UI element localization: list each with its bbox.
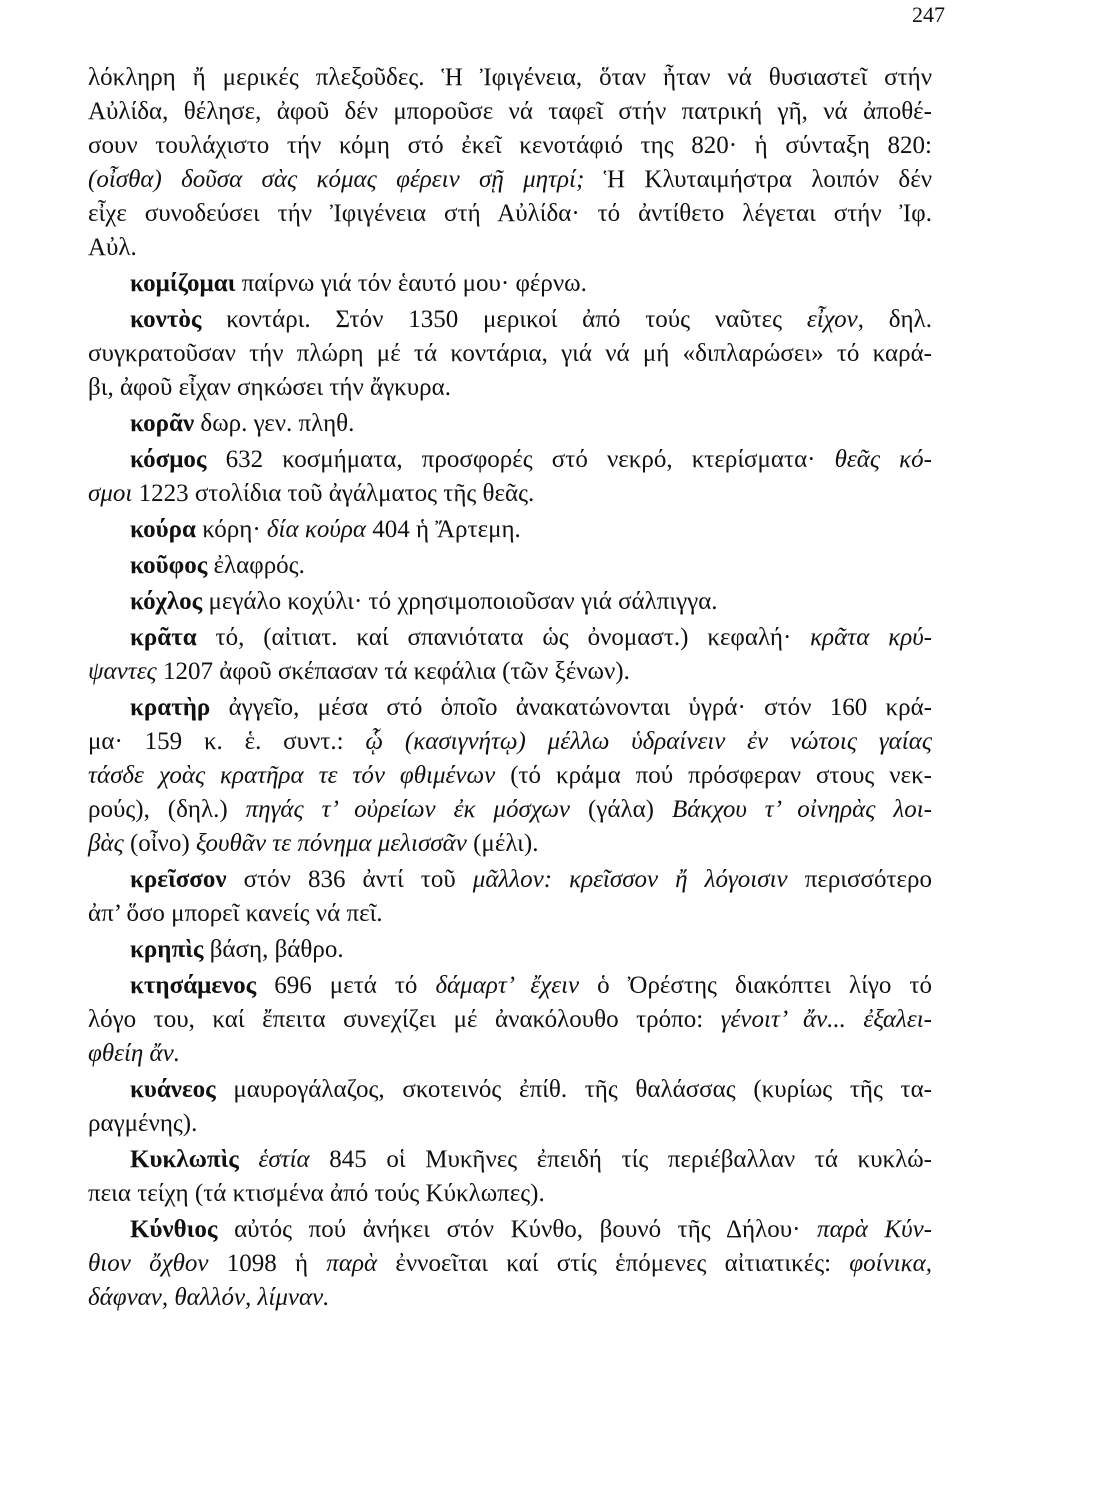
text-line: [88, 61, 932, 95]
glossary-entry: [88, 1143, 932, 1211]
line-content: [88, 1110, 197, 1137]
gloss-text: ρούς), (δηλ.): [88, 796, 246, 823]
gloss-text: ἐννοεῖται καί στίς ἑπόμενες αἰτιατικές:: [377, 1250, 850, 1277]
text-line: [88, 1107, 932, 1141]
glossary-entry: [88, 585, 932, 619]
cited-text: ξουθᾶν τε πόνημα μελισσᾶν: [195, 830, 467, 857]
gloss-text: Αὐλ.: [88, 234, 137, 261]
glossary-entry: [88, 691, 932, 861]
line-content: [88, 1040, 180, 1067]
line-content: [88, 796, 932, 823]
line-content: [130, 694, 932, 721]
gloss-text: κόρη·: [195, 516, 267, 543]
cited-text: δία κούρα: [266, 516, 366, 543]
headword: κρηπὶς: [130, 936, 204, 963]
cited-text: μᾶλλον: κρεῖσσον ἤ λόγοισιν: [472, 866, 788, 893]
gloss-text: βάση, βάθρο.: [203, 936, 344, 963]
text-line: [88, 1177, 932, 1211]
text-line: [88, 477, 932, 511]
text-line: [88, 621, 932, 655]
entry-continuation: [88, 61, 932, 265]
text-line: [88, 1247, 932, 1281]
gloss-text: παίρνω γιά τόν ἑαυτό μου· φέρνω.: [235, 270, 587, 297]
headword: κορᾶν: [130, 410, 195, 437]
cited-text: θεᾶς κό-: [834, 446, 932, 473]
line-content: [88, 340, 932, 367]
cited-text: θιον ὄχθον: [88, 1250, 209, 1277]
gloss-text: 404 ἡ Ἄρτεμη.: [365, 516, 521, 543]
headword: Κυκλωπὶς: [130, 1146, 259, 1173]
glossary-entry: [88, 1213, 932, 1315]
line-content: [88, 200, 932, 227]
text-line: [88, 969, 932, 1003]
text-line: [88, 691, 932, 725]
gloss-text: 1223 στολίδια τοῦ ἀγάλματος τῆς θεᾶς.: [132, 480, 535, 507]
text-line: [88, 337, 932, 371]
text-line: [88, 1281, 932, 1315]
headword: κομίζομαι: [130, 270, 236, 297]
cited-text: ψαντες: [88, 658, 157, 685]
cited-text: δάμαρτ’ ἔχειν: [435, 972, 580, 999]
line-content: [130, 588, 718, 615]
line-content: [88, 762, 932, 789]
cited-text: ἑστία: [258, 1146, 310, 1173]
headword: κρεῖσσον: [130, 866, 227, 893]
line-content: [130, 516, 521, 543]
glossary-entry: [88, 1073, 932, 1141]
text-line: [88, 933, 932, 967]
cited-text: Βάκχου τ’ οἰνηρὰς λοι-: [671, 796, 933, 823]
text-line: [88, 585, 932, 619]
line-content: [130, 552, 305, 579]
line-content: [130, 446, 932, 473]
text-line: [88, 827, 932, 861]
text-line: [88, 1073, 932, 1107]
line-content: [88, 166, 932, 193]
line-content: [130, 624, 932, 651]
text-line: [88, 793, 932, 827]
gloss-text: στόν 836 ἀντί τοῦ: [226, 866, 473, 893]
text-line: [88, 549, 932, 583]
cited-text: παρὰ Κύν-: [817, 1216, 933, 1243]
gloss-text: λόγο του, καί ἔπειτα συνεχίζει μέ ἀνακόλουθο τρόπο:: [88, 1006, 721, 1033]
gloss-text: (μέλι).: [466, 830, 539, 857]
glossary-entry: [88, 303, 932, 405]
headword: κρατὴρ: [130, 694, 211, 721]
gloss-text: 1207 ἀφοῦ σκέπασαν τά κεφάλια (τῶν ξένων).: [156, 658, 630, 685]
glossary-entry: [88, 969, 932, 1071]
cited-text: φοίνικα,: [849, 1250, 932, 1277]
text-line: [88, 1213, 932, 1247]
headword: κτησάμενος: [130, 972, 257, 999]
line-content: [88, 132, 932, 159]
text-line: [88, 863, 932, 897]
cited-text: πηγάς τ’ οὐρείων ἐκ μόσχων: [245, 796, 571, 823]
line-content: [130, 1216, 932, 1243]
cited-text: γένοιτ’ ἄν... ἐξαλει-: [720, 1006, 933, 1033]
headword: κοῦφος: [130, 552, 208, 579]
text-line: [88, 1003, 932, 1037]
gloss-text: περισσότερο: [787, 866, 932, 893]
line-content: [88, 480, 534, 507]
line-content: [88, 830, 538, 857]
gloss-text: σουν τουλάχιστο τήν κόμη στό ἐκεῖ κενοτάφιό της 820· ἡ σύνταξη 820:: [88, 132, 932, 159]
cited-text: εἶχον: [806, 306, 858, 333]
gloss-text: κοντάρι. Στόν 1350 μερικοί ἀπό τούς ναῦτες: [201, 306, 807, 333]
cited-text: σμοι: [88, 480, 133, 507]
cited-text: ᾧ (κασιγνήτῳ) μέλλω ὑδραίνειν ἐν νώτοις γαίας: [365, 728, 933, 755]
line-content: [88, 1250, 932, 1277]
gloss-text: αὐτός πού ἀνήκει στόν Κύνθο, βουνό τῆς Δήλου·: [217, 1216, 818, 1243]
cited-text: τάσδε χοὰς κρατῆρα τε τόν φθιμένων: [88, 762, 496, 789]
gloss-text: μαυρογάλαζος, σκοτεινός ἐπίθ. τῆς θαλάσσας (κυρίως τῆς τα-: [215, 1076, 932, 1103]
cited-text: κρᾶτα κρύ-: [810, 624, 932, 651]
glossary-entry: [88, 933, 932, 967]
text-line: [88, 897, 932, 931]
headword: κυάνεος: [130, 1076, 216, 1103]
gloss-text: λόκληρη ἤ μερικές πλεξοῦδες. Ἡ Ἰφιγένεια, ὅταν ἦταν νά θυσιαστεῖ στήν: [88, 64, 932, 91]
gloss-text: Ἡ Κλυταιμήστρα λοιπόν δέν: [584, 166, 933, 193]
glossary-text-block: [88, 61, 932, 1315]
text-line: [88, 655, 932, 689]
page-number: 247: [912, 2, 945, 27]
line-content: [130, 410, 354, 437]
text-line: [88, 407, 932, 441]
headword: Κύνθιος: [130, 1216, 218, 1243]
text-line: [88, 759, 932, 793]
line-content: [130, 936, 344, 963]
text-line: [88, 513, 932, 547]
line-content: [130, 1076, 932, 1103]
gloss-text: (τό κράμα πού πρόσφεραν στους νεκ-: [495, 762, 932, 789]
line-content: [88, 234, 137, 261]
text-line: [88, 1143, 932, 1177]
line-content: [88, 1284, 329, 1311]
gloss-text: βι, ἀφοῦ εἶχαν σηκώσει τήν ἄγκυρα.: [88, 374, 451, 401]
text-line: [88, 163, 932, 197]
headword: κρᾶτα: [130, 624, 197, 651]
gloss-text: ραγμένης).: [88, 1110, 198, 1137]
line-content: [130, 270, 587, 297]
text-line: [88, 443, 932, 477]
gloss-text: 632 κοσμήματα, προσφορές στό νεκρό, κτερίσματα·: [206, 446, 835, 473]
line-content: [88, 1180, 545, 1207]
line-content: [130, 866, 932, 893]
gloss-text: 696 μετά τό: [256, 972, 436, 999]
text-line: [88, 197, 932, 231]
text-line: [88, 267, 932, 301]
glossary-entry: [88, 267, 932, 301]
gloss-text: Αὐλίδα, θέλησε, ἀφοῦ δέν μποροῦσε νά ταφεῖ στήν πατρική γῆ, νά ἀποθέ-: [88, 98, 932, 125]
gloss-text: συγκρατοῦσαν τήν πλώρη μέ τά κοντάρια, γιά νά μή «διπλαρώσει» τό καρά-: [88, 340, 932, 367]
line-content: [88, 728, 932, 755]
glossary-entry: [88, 621, 932, 689]
line-content: [130, 1146, 932, 1173]
glossary-entry: [88, 407, 932, 441]
cited-text: (οἶσθα) δοῦσα σὰς κόμας φέρειν σῇ μητρί;: [88, 166, 585, 193]
gloss-text: πεια τείχη (τά κτισμένα ἀπό τούς Κύκλωπες).: [88, 1180, 545, 1207]
glossary-entry: [88, 513, 932, 547]
gloss-text: μα· 159 κ. ἑ. συντ.:: [88, 728, 366, 755]
gloss-text: ἀγγεῖο, μέσα στό ὁποῖο ἀνακατώνονται ὑγρά· στόν 160 κρά-: [210, 694, 932, 721]
cited-text: παρὰ: [326, 1250, 378, 1277]
line-content: [88, 64, 932, 91]
cited-text: φθείη ἄν.: [88, 1040, 181, 1067]
gloss-text: εἶχε συνοδεύσει τήν Ἰφιγένεια στή Αὐλίδα· τό ἀντίθετο λέγεται στήν Ἰφ.: [88, 200, 932, 227]
text-line: [88, 725, 932, 759]
line-content: [88, 1006, 932, 1033]
gloss-text: , δηλ.: [857, 306, 932, 333]
gloss-text: δωρ. γεν. πληθ.: [194, 410, 355, 437]
text-line: [88, 129, 932, 163]
glossary-entry: [88, 863, 932, 931]
cited-text: δάφναν, θαλλόν, λίμναν.: [88, 1284, 330, 1311]
text-line: [88, 231, 932, 265]
line-content: [88, 900, 383, 927]
headword: κοντὸς: [130, 306, 202, 333]
line-content: [88, 98, 932, 125]
headword: κόχλος: [130, 588, 203, 615]
headword: κούρα: [130, 516, 196, 543]
text-line: [88, 303, 932, 337]
text-line: [88, 371, 932, 405]
line-content: [130, 972, 932, 999]
gloss-text: 845 οἱ Μυκῆνες ἐπειδή τίς περιέβαλλαν τά κυκλώ-: [309, 1146, 932, 1173]
text-line: [88, 1037, 932, 1071]
gloss-text: τό, (αἰτιατ. καί σπανιότατα ὡς ὀνομαστ.) κεφαλή·: [196, 624, 811, 651]
gloss-text: μεγάλο κοχύλι· τό χρησιμοποιοῦσαν γιά σάλπιγγα.: [202, 588, 718, 615]
line-content: [130, 306, 932, 333]
cited-text: βὰς: [88, 830, 124, 857]
glossary-entry: [88, 549, 932, 583]
gloss-text: 1098 ἡ: [208, 1250, 327, 1277]
gloss-text: ὁ Ὀρέστης διακόπτει λίγο τό: [579, 972, 932, 999]
text-line: [88, 95, 932, 129]
line-content: [88, 658, 630, 685]
headword: κόσμος: [130, 446, 207, 473]
gloss-text: (οἶνο): [123, 830, 196, 857]
gloss-text: ἐλαφρός.: [207, 552, 305, 579]
glossary-entry: [88, 443, 932, 511]
gloss-text: ἀπ’ ὅσο μπορεῖ κανείς νά πεῖ.: [88, 900, 383, 927]
gloss-text: (γάλα): [570, 796, 672, 823]
line-content: [88, 374, 451, 401]
